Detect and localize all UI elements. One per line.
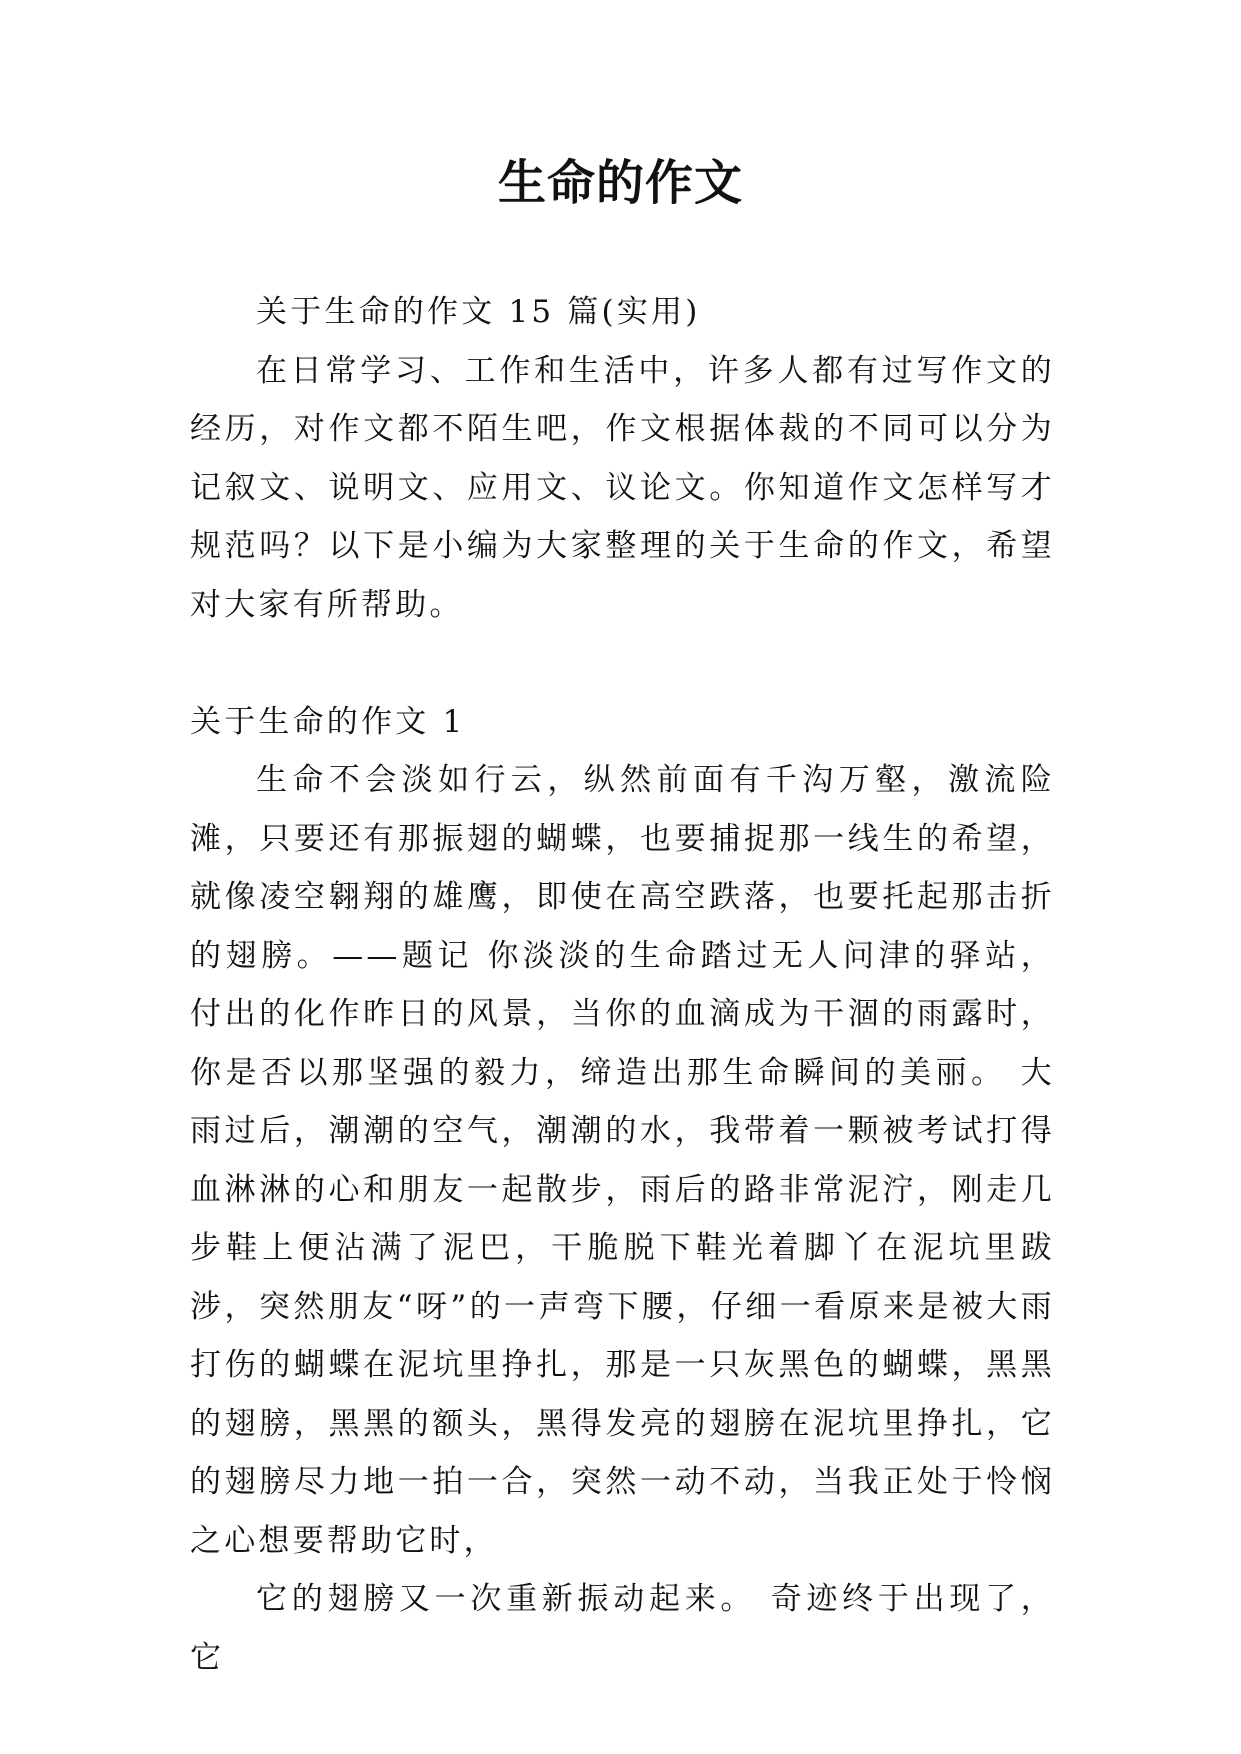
document-subtitle: 关于生命的作文 15 篇(实用) — [256, 294, 701, 330]
body-paragraph-2: 它的翅膀又一次重新振动起来。 奇迹终于出现了，它 — [190, 1581, 1055, 1676]
paragraph-spacer — [190, 634, 1055, 693]
section-heading: 关于生命的作文 1 — [190, 703, 466, 740]
intro-paragraph: 在日常学习、工作和生活中，许多人都有过写作文的经历，对作文都不陌生吧，作文根据体裁的不同可以分为记叙文、说明文、应用文、议论文。你知道作文怎样写才规范吗？以下是小编为大家整理的关于生命的作文，希望对大家有所帮助。 — [190, 352, 1055, 623]
document-body — [190, 283, 1055, 1687]
body-paragraph-1: 生命不会淡如行云，纵然前面有千沟万壑，激流险滩，只要还有那振翅的蝴蝶，也要捕捉那一线生的希望，就像凌空翱翔的雄鹰，即使在高空跌落，也要托起那击折的翅膀。——题记 你淡淡的生命踏过无人问津的驿站，付出的化作昨日的风景，当你的血滴成为干涸的雨露时，你是否以那坚强的毅力，缔造出那生命瞬间的美丽。 大雨过后，潮潮的空气，潮潮的水，我带着一颗被考试打得血淋淋的心和朋友一起散步，雨后的路非常泥泞，刚走几步鞋上便沾满了泥巴，干脆脱下鞋光着脚丫在泥坑里跋涉，突然朋友“呀”的一声弯下腰，仔细一看原来是被大雨打伤的蝴蝶在泥坑里挣扎，那是一只灰黑色的蝴蝶，黑黑的翅膀，黑黑的额头，黑得发亮的翅膀在泥坑里挣扎，它的翅膀尽力地一拍一合，突然一动不动，当我正处于怜悯之心想要帮助它时， — [190, 762, 1055, 1559]
document-title: 生命的作文 — [497, 155, 743, 211]
